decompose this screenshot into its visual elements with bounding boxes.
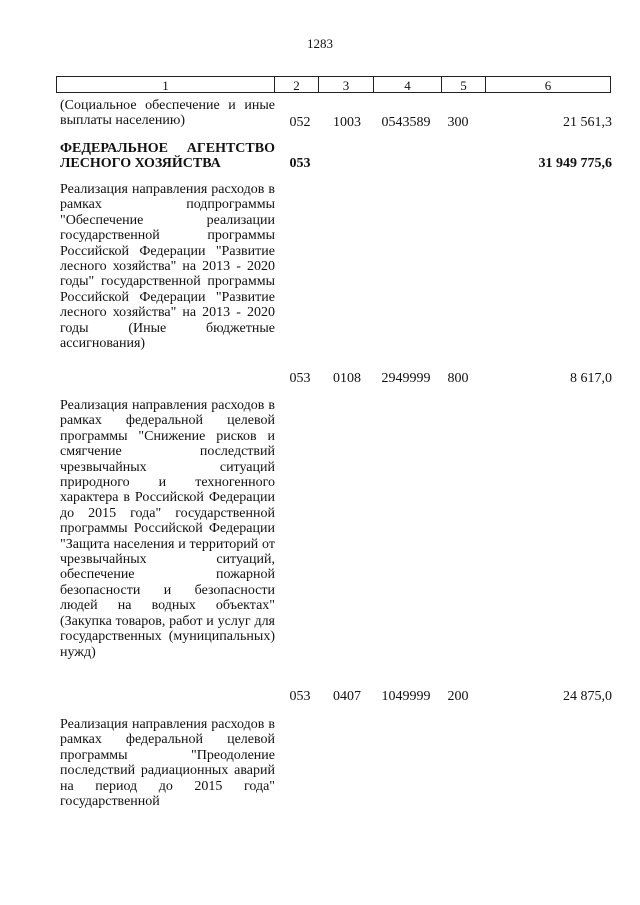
- row-name: Реализация направления расходов в рамках подпрограммы "Обеспечение реализации государственной программы Российской Федерации "Развитие лесного хозяйства" на 2013 - 2020 годы" государственной программы Российской Федерации "Развитие лесного хозяйства" на 2013 - 2020 годы (Иные бюджетные ассигнования): [60, 182, 275, 352]
- row-name: (Социальное обеспечение и иные выплаты населению): [60, 98, 275, 129]
- target-code: 2949999: [381, 371, 431, 386]
- column-header-5: 5: [441, 76, 485, 93]
- page-number: 1283: [307, 36, 333, 51]
- row-name: ФЕДЕРАЛЬНОЕ АГЕНТСТВО ЛЕСНОГО ХОЗЯЙСТВА: [60, 141, 275, 172]
- expense-code: 300: [447, 115, 469, 130]
- section-code: 1003: [333, 115, 361, 130]
- expense-code: 800: [447, 371, 469, 386]
- amount: 21 561,3: [563, 115, 612, 130]
- amount: 8 617,0: [570, 371, 612, 386]
- target-code: 1049999: [381, 689, 431, 704]
- amount: 24 875,0: [563, 689, 612, 704]
- column-header-2: 2: [274, 76, 318, 93]
- row-name: Реализация направления расходов в рамках федеральной целевой программы "Преодоление последствий радиационных аварий на период до 2015 года" государственной: [60, 717, 275, 810]
- column-header-6: 6: [485, 76, 611, 93]
- admin-code: 053: [289, 156, 311, 171]
- column-header-3: 3: [318, 76, 373, 93]
- amount: 31 949 775,6: [538, 156, 612, 171]
- column-header-4: 4: [373, 76, 441, 93]
- section-code: 0407: [333, 689, 361, 704]
- expense-code: 200: [447, 689, 469, 704]
- row-name: Реализация направления расходов в рамках федеральной целевой программы "Снижение рисков и смягчение последствий чрезвычайных ситуаций природного и техногенного характера в Российской Федерации до 2015 года" государственной программы Российской Федерации "Защита населения и территорий от чрезвычайных ситуаций, обеспечение пожарной безопасности и безопасности людей на водных объектах" (Закупка товаров, работ и услуг для государственных (муниципальных) нужд): [60, 398, 275, 660]
- admin-code: 053: [289, 689, 311, 704]
- section-code: 0108: [333, 371, 361, 386]
- admin-code: 052: [289, 115, 311, 130]
- column-header-1: 1: [56, 76, 274, 93]
- target-code: 0543589: [381, 115, 431, 130]
- admin-code: 053: [289, 371, 311, 386]
